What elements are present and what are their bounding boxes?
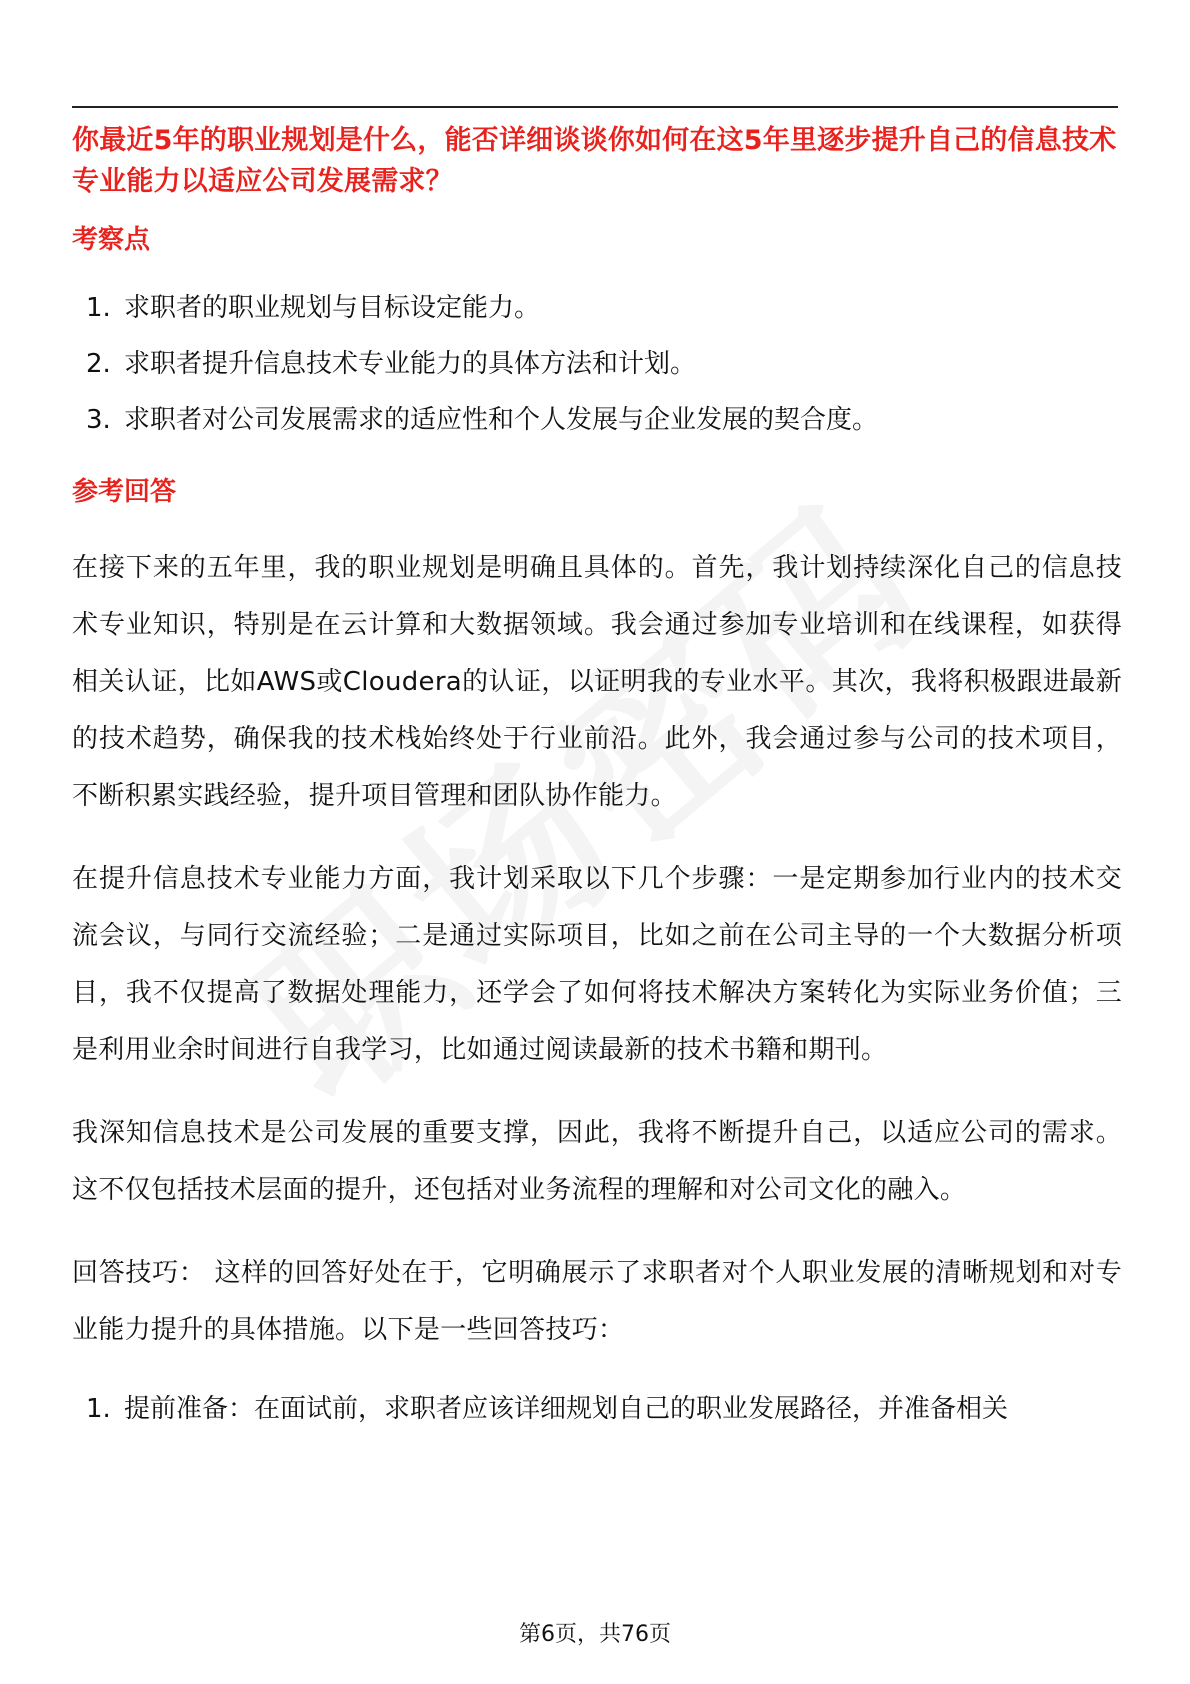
list-item (72, 288, 1122, 328)
page-number: 第6页，共76页 (519, 1622, 671, 1647)
list-item-number: 3. (86, 405, 111, 435)
list-item (72, 400, 1122, 440)
answer-paragraph: 在提升信息技术专业能力方面，我计划采取以下几个步骤：一是定期参加行业内的技术交流会议，与同行交流经验；二是通过实际项目，比如之前在公司主导的一个大数据分析项目，我不仅提高了数据处理能力，还学会了如何将技术解决方案转化为实际业务价值；三是利用业余时间进行自我学习，比如通过阅读最新的技术书籍和期刊。 (72, 864, 1122, 1065)
list-item-number: 1. (86, 1394, 111, 1424)
top-divider (72, 106, 1118, 108)
tips-intro-paragraph: 回答技巧： 这样的回答好处在于，它明确展示了求职者对个人职业发展的清晰规划和对专业能力提升的具体措施。以下是一些回答技巧： (72, 1258, 1122, 1345)
answer-paragraph: 我深知信息技术是公司发展的重要支撑，因此，我将不断提升自己，以适应公司的需求。这不仅包括技术层面的提升，还包括对业务流程的理解和对公司文化的融入。 (72, 1118, 1122, 1205)
list-item-text: 求职者对公司发展需求的适应性和个人发展与企业发展的契合度。 (124, 405, 879, 435)
points-list (72, 288, 1122, 440)
list-item (72, 1389, 1122, 1429)
points-heading: 考察点 (72, 225, 151, 255)
list-item-number: 2. (86, 349, 111, 379)
list-item-number: 1. (86, 293, 111, 323)
question-title: 你最近5年的职业规划是什么，能否详细谈谈你如何在这5年里逐步提升自己的信息技术专业能力以适应公司发展需求？ (72, 125, 1117, 197)
answer-paragraph: 在接下来的五年里，我的职业规划是明确且具体的。首先，我计划持续深化自己的信息技术专业知识，特别是在云计算和大数据领域。我会通过参加专业培训和在线课程，如获得相关认证，比如AWS或Cloudera的认证，以证明我的专业水平。其次，我将积极跟进最新的技术趋势，确保我的技术栈始终处于行业前沿。此外，我会通过参与公司的技术项目，不断积累实践经验，提升项目管理和团队协作能力。 (72, 553, 1122, 811)
answer-heading: 参考回答 (72, 477, 177, 507)
list-item-text: 求职者的职业规划与目标设定能力。 (124, 293, 541, 323)
page-content (72, 120, 1122, 1429)
list-item-text: 求职者提升信息技术专业能力的具体方法和计划。 (124, 349, 697, 379)
list-item-text: 提前准备：在面试前，求职者应该详细规划自己的职业发展路径，并准备相关 (124, 1394, 1009, 1424)
list-item (72, 344, 1122, 384)
tips-list (72, 1389, 1122, 1429)
